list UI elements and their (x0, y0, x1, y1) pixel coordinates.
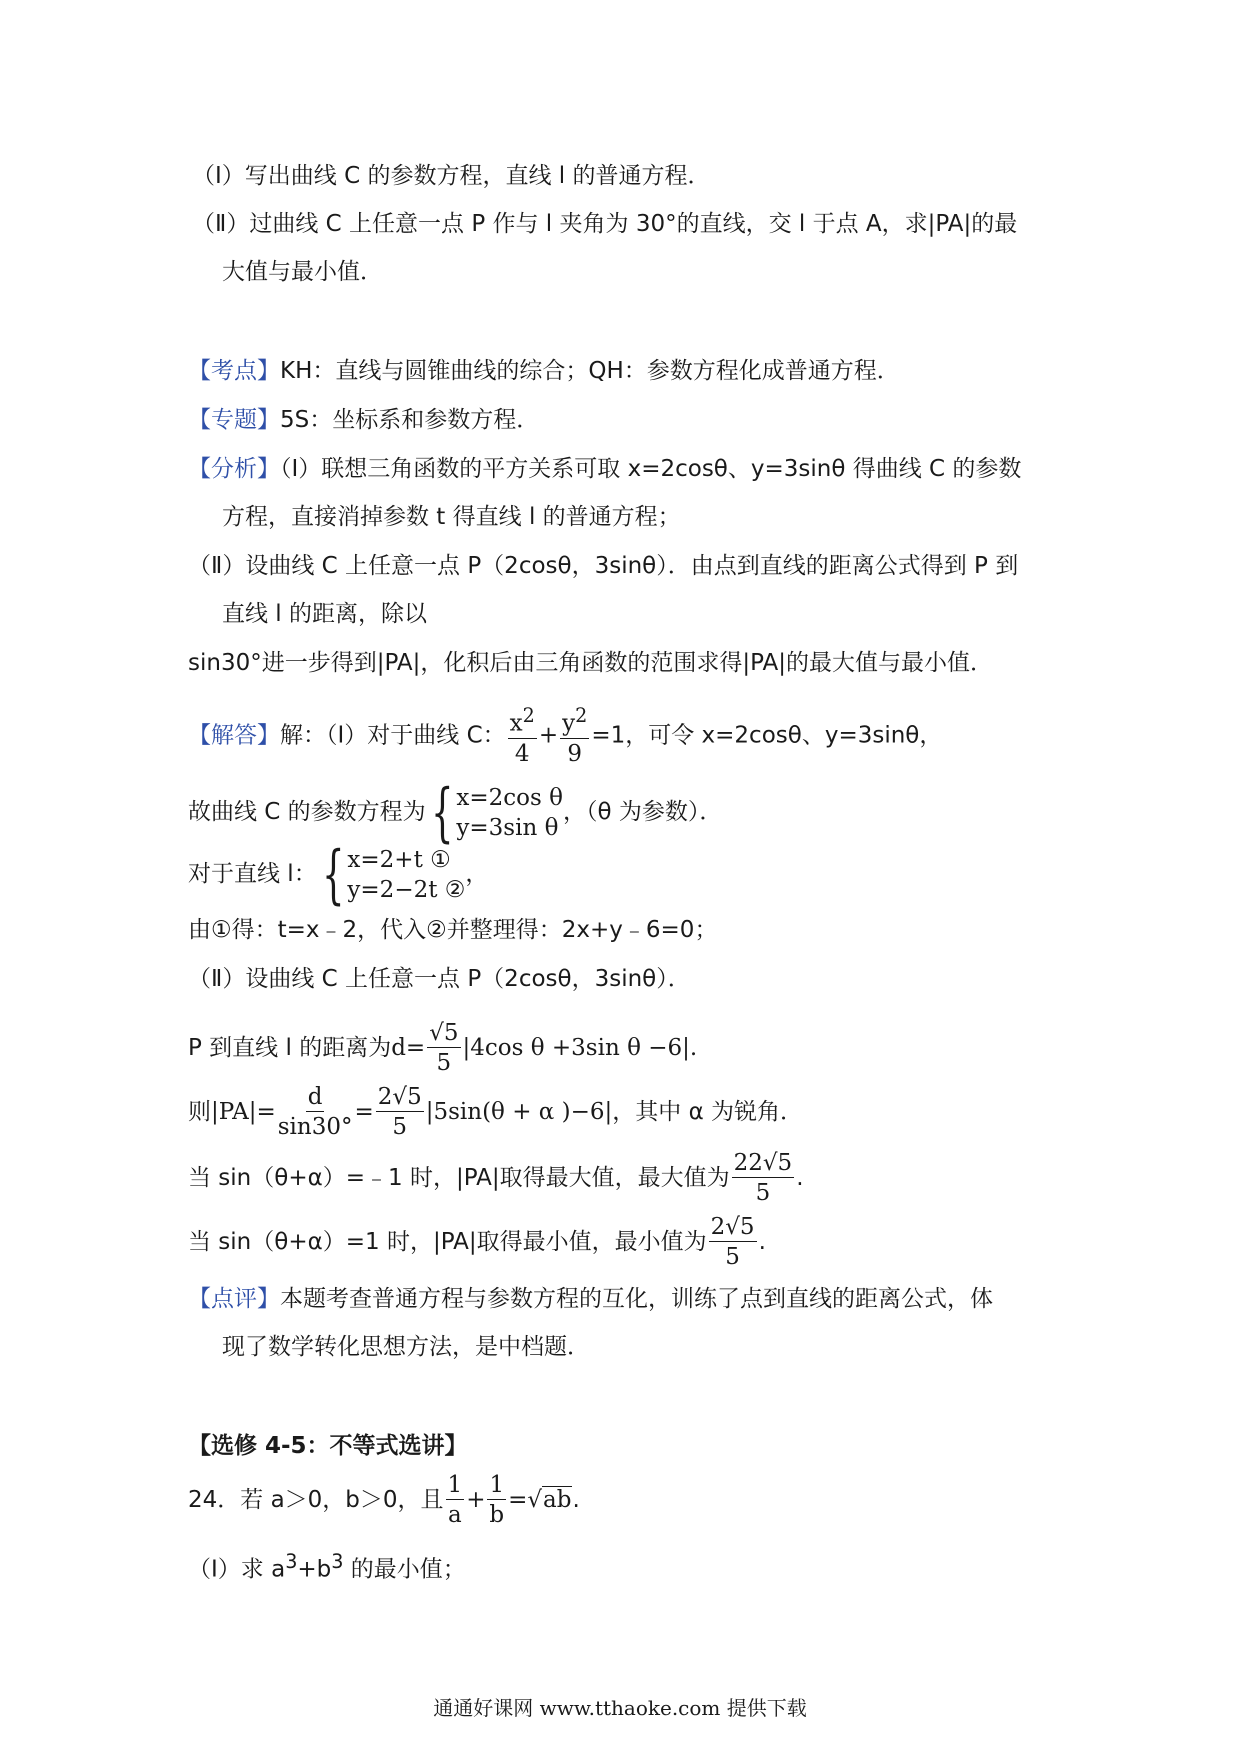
jieda-row: 【解答】解：（Ⅰ）对于曲线 C： $\frac{x^2}{4}$ + $\frac{y^2}{9}$ =1，可令 x=2cosθ、y=3sinθ， (188, 704, 943, 767)
line-system: { x=2+t ① y=2−2t ② (321, 837, 466, 912)
jieda-tag: 【解答】 (188, 722, 280, 749)
fenxi-text-5: sin30°进一步得到|PA|，化积后由三角函数的范围求得|PA|的最大值与最小值． (188, 650, 993, 676)
question-part-2-cont: 大值与最小值． (222, 259, 383, 285)
fraction-root5-over-5: $\frac{√5}{5}$ (429, 1020, 459, 1076)
kaodian-row (188, 355, 900, 387)
question-24-part-1: （Ⅰ）求 $a^3+b^3$ 的最小值； (188, 1550, 466, 1583)
dianping-tag: 【点评】 (188, 1286, 280, 1312)
param-system: { x=2cos θ y=3sin θ (430, 775, 563, 850)
fenxi-tag: 【分析】 (188, 456, 280, 482)
fraction-y2-over-9: $\frac{y^2}{9}$ (562, 704, 588, 767)
max-row: 当 sin（θ+α）=﹣1 时，|PA|取得最大值，最大值为 $\frac{22√5}{5}$ . (188, 1150, 804, 1206)
fraction-min: $\frac{2√5}{5}$ (710, 1214, 755, 1270)
part2-line: （Ⅱ）设曲线 C 上任意一点 P（2cosθ，3sinθ）． (188, 966, 691, 992)
fraction-x2-over-4: $\frac{x^2}{4}$ (509, 704, 535, 767)
fraction-d-over-sin30: $\frac{d}{\sin 30^\circ}$ (277, 1084, 353, 1140)
question-part-2: （Ⅱ）过曲线 C 上任意一点 P 作与 l 夹角为 30°的直线，交 l 于点 A，求|PA|的最 (192, 211, 1018, 237)
fenxi-text-3: （Ⅱ）设曲线 C 上任意一点 P（2cosθ，3sinθ）．由点到直线的距离公式得到 P 到 (188, 553, 1019, 579)
line-eq-row: 对于直线 l： { x=2+t ① y=2−2t ② ， (188, 837, 489, 912)
fraction-1-over-a: $\frac{1}{a}$ (447, 1472, 463, 1528)
fraction-1-over-b: $\frac{1}{b}$ (489, 1472, 505, 1528)
param-eq-row: 故曲线 C 的参数方程为 { x=2cos θ y=3sin θ ，（θ 为参数）． (188, 775, 723, 850)
fenxi-text-4: 直线 l 的距离，除以 (222, 601, 428, 627)
zhuanti-text: 5S：坐标系和参数方程． (280, 407, 540, 433)
jieda-text: 解：（Ⅰ）对于曲线 C： (280, 722, 506, 749)
kaodian-tag: 【考点】 (188, 358, 280, 384)
distance-row: P 到直线 l 的距离为d= $\frac{√5}{5}$ |4cos θ +3sin θ −6|. (188, 1020, 698, 1076)
fenxi-row (188, 453, 1021, 485)
question-24: 24．若 a＞0，b＞0，且 $\frac{1}{a}$ + $\frac{1}{b}$ =√ab. (188, 1472, 580, 1528)
min-row: 当 sin（θ+α）=1 时，|PA|取得最小值，最小值为 $\frac{2√5}{5}$ . (188, 1214, 766, 1270)
fraction-2root5-over-5: $\frac{2√5}{5}$ (377, 1084, 422, 1140)
fenxi-text-1: （Ⅰ）联想三角函数的平方关系可取 x=2cosθ、y=3sinθ 得曲线 C 的参数 (280, 456, 1022, 482)
section-heading: 【选修 4-5：不等式选讲】 (188, 1433, 468, 1459)
derive-line: 由①得：t=x﹣2，代入②并整理得：2x+y﹣6=0； (188, 917, 718, 943)
footer-text: 通通好课网 www.tthaoke.com 提供下载 (433, 1696, 807, 1720)
dianping-text-1: 本题考查普通方程与参数方程的互化，训练了点到直线的距离公式，体 (280, 1286, 993, 1312)
dianping-row (188, 1283, 993, 1315)
fenxi-text-2: 方程，直接消掉参数 t 得直线 l 的普通方程； (222, 504, 681, 530)
zhuanti-row (188, 404, 539, 436)
fraction-max: $\frac{22√5}{5}$ (733, 1150, 793, 1206)
pa-row: 则|PA|= $\frac{d}{\sin 30^\circ}$ = $\frac{2√5}{5}$ |5sin(θ + α )−6|，其中 α 为锐角． (188, 1084, 804, 1140)
zhuanti-tag: 【专题】 (188, 407, 280, 433)
jieda-text-post: =1，可令 x=2cosθ、y=3sinθ， (591, 722, 943, 749)
dianping-text-2: 现了数学转化思想方法，是中档题． (222, 1334, 590, 1360)
kaodian-text: KH：直线与圆锥曲线的综合；QH：参数方程化成普通方程． (280, 358, 900, 384)
question-part-1: （Ⅰ）写出曲线 C 的参数方程，直线 l 的普通方程． (192, 163, 711, 189)
